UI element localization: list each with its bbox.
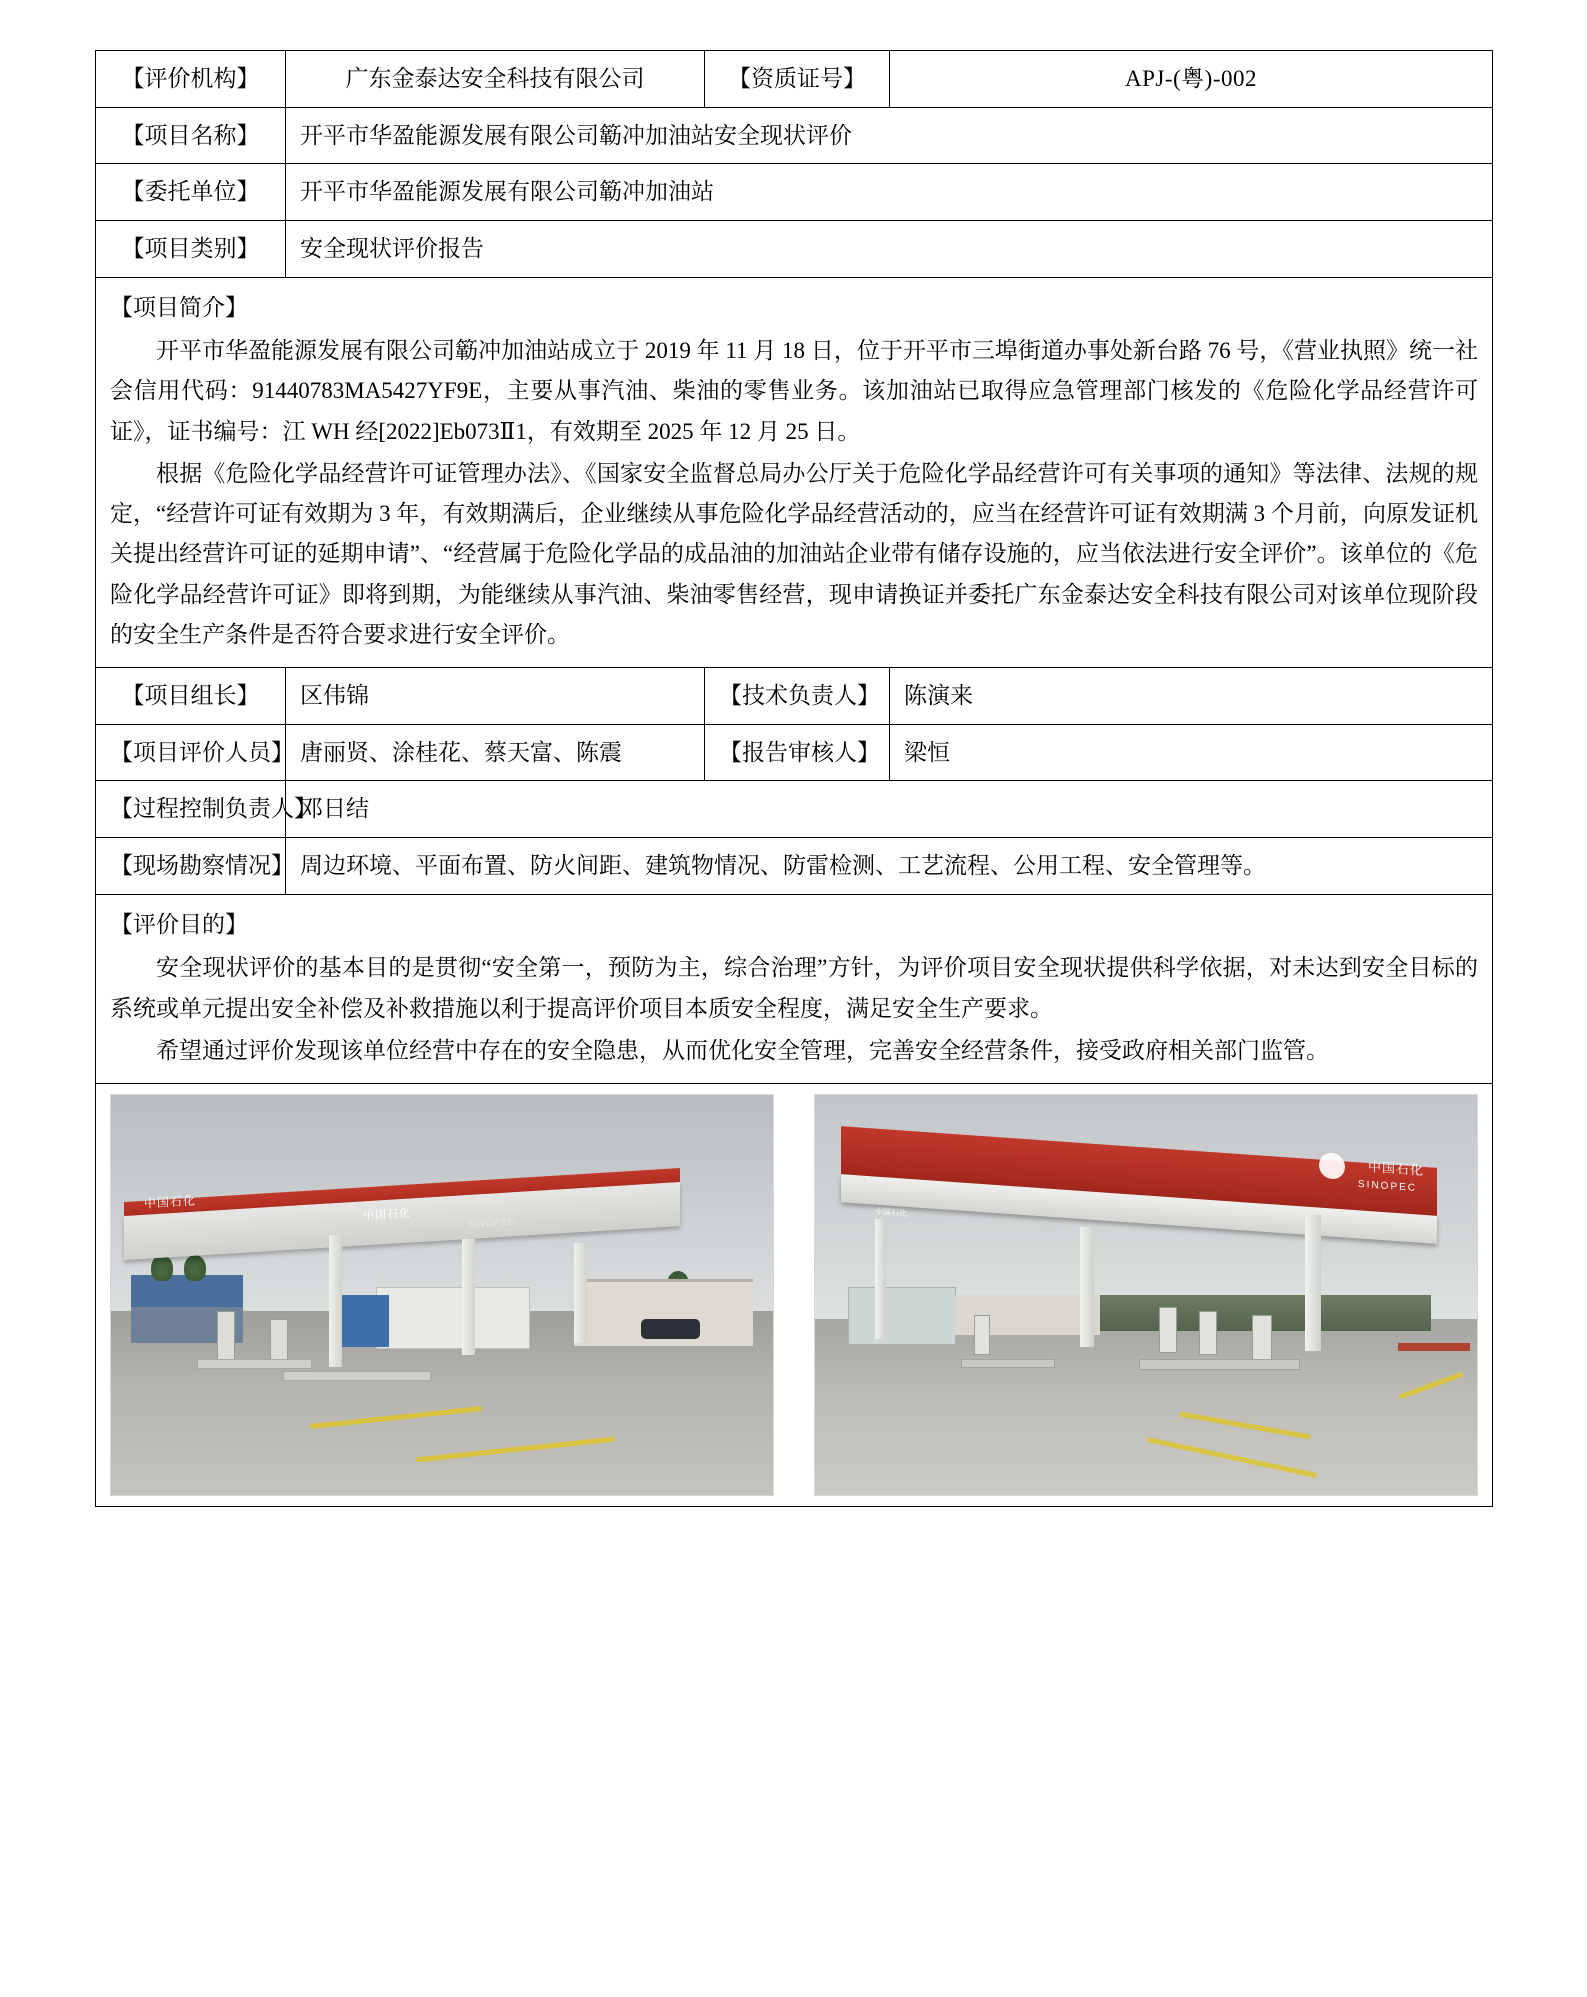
table-row-category <box>96 220 1493 277</box>
photo1-tree <box>151 1255 173 1281</box>
photo1-truck-body <box>376 1287 530 1349</box>
table-row-members <box>96 724 1493 781</box>
photo2-pump-island <box>961 1359 1056 1368</box>
purpose-label: 【评价目的】 <box>110 911 248 937</box>
photo2-brand-en-icon: SINOPEC <box>1358 1179 1418 1195</box>
category-value: 安全现状评价报告 <box>286 220 1493 277</box>
cert-label: 【资质证号】 <box>705 51 890 108</box>
purpose-cell <box>96 894 1493 1083</box>
photo1-tree <box>184 1255 206 1281</box>
table-row-purpose <box>96 894 1493 1083</box>
photo2-red-kerb <box>1398 1343 1471 1351</box>
photo2-canopy-column <box>1305 1215 1321 1351</box>
survey-label: 【现场勘察情况】 <box>96 838 286 895</box>
table-row-client <box>96 164 1493 221</box>
photo2-canopy-column <box>875 1219 886 1339</box>
reviewer-label: 【报告审核人】 <box>705 724 890 781</box>
project-name-value: 开平市华盈能源发展有限公司簕冲加油站安全现状评价 <box>286 107 1493 164</box>
leader-label: 【项目组长】 <box>96 668 286 725</box>
leader-value: 区伟锦 <box>286 668 705 725</box>
process-value: 邓日结 <box>286 781 1493 838</box>
photo1-parked-car <box>641 1319 701 1339</box>
photo2-fuel-dispenser <box>974 1315 990 1355</box>
process-label: 【过程控制负责人】 <box>96 781 286 838</box>
photo2-fuel-dispenser <box>1252 1315 1272 1361</box>
photos-cell <box>96 1084 1493 1507</box>
site-photo-1 <box>110 1094 774 1496</box>
photo2-brand-cn-icon: 中国石化 <box>1368 1159 1425 1179</box>
client-label: 【委托单位】 <box>96 164 286 221</box>
photo1-pump-island <box>283 1371 431 1381</box>
tech-value: 陈演来 <box>890 668 1493 725</box>
photo2-service-building <box>848 1287 956 1345</box>
purpose-paragraph-1: 安全现状评价的基本目的是贯彻“安全第一，预防为主，综合治理”方针，为评价项目安全现状提供科学依据，对未达到安全目标的系统或单元提出安全补偿及补救措施以利于提高评价项目本质安全程度，满足安全生产要求。 <box>110 955 1478 1021</box>
tech-label: 【技术负责人】 <box>705 668 890 725</box>
photo2-brand-small-icon: 中国石化 <box>874 1207 907 1219</box>
photo2-fuel-dispenser <box>1199 1311 1217 1355</box>
table-row-survey <box>96 838 1493 895</box>
category-label: 【项目类别】 <box>96 220 286 277</box>
intro-paragraph-1: 开平市华盈能源发展有限公司簕冲加油站成立于 2019 年 11 月 18 日，位于开平市三埠街道办事处新台路 76 号，《营业执照》统一社会信用代码：91440783MA5427YF9E，主要从事汽油、柴油的零售业务。该加油站已取得应急管理部门核发的《危险化学品经营许可证》，证书编号：江 WH 经[2022]Eb073Ⅱ1，有效期至 2025 年 12 月 25 日。 <box>110 338 1478 444</box>
photo2-fuel-dispenser <box>1159 1307 1177 1353</box>
table-row-photos <box>96 1084 1493 1507</box>
photo1-canopy-column <box>462 1239 475 1355</box>
table-row-process <box>96 781 1493 838</box>
photo1-brand-cn2-icon: 中国石化 <box>362 1207 411 1223</box>
table-row-project-name <box>96 107 1493 164</box>
table-row-intro <box>96 277 1493 668</box>
photo1-fuel-dispenser <box>217 1311 235 1361</box>
client-value: 开平市华盈能源发展有限公司簕冲加油站 <box>286 164 1493 221</box>
table-row-leader <box>96 668 1493 725</box>
members-value: 唐丽贤、涂桂花、蔡天富、陈震 <box>286 724 705 781</box>
members-label: 【项目评价人员】 <box>96 724 286 781</box>
reviewer-value: 梁恒 <box>890 724 1493 781</box>
table-row-agency <box>96 51 1493 108</box>
photo1-truck-cab <box>336 1295 389 1347</box>
agency-label: 【评价机构】 <box>96 51 286 108</box>
project-name-label: 【项目名称】 <box>96 107 286 164</box>
photo1-brand-en-icon: SINOPEC <box>468 1216 516 1230</box>
photo1-canopy-column <box>329 1235 342 1367</box>
cert-value: APJ-(粤)-002 <box>890 51 1493 108</box>
photo2-ground <box>815 1319 1477 1495</box>
survey-value: 周边环境、平面布置、防火间距、建筑物情况、防雷检测、工艺流程、公用工程、安全管理等。 <box>286 838 1493 895</box>
intro-cell <box>96 277 1493 668</box>
site-photo-2 <box>814 1094 1478 1496</box>
photo1-brand-cn-icon: 中国石化 <box>144 1193 197 1211</box>
photo2-pump-island <box>1139 1359 1300 1370</box>
intro-label: 【项目简介】 <box>110 294 248 320</box>
photo1-pump-island <box>197 1359 312 1369</box>
photo2-canopy-column <box>1080 1227 1094 1347</box>
evaluation-info-table <box>95 50 1493 1507</box>
purpose-paragraph-2: 希望通过评价发现该单位经营中存在的安全隐患，从而优化安全管理，完善安全经营条件，接受政府相关部门监管。 <box>156 1037 1329 1063</box>
photo-row <box>110 1094 1478 1496</box>
agency-value: 广东金泰达安全科技有限公司 <box>286 51 705 108</box>
photo1-canopy-column <box>574 1243 587 1343</box>
intro-paragraph-2: 根据《危险化学品经营许可证管理办法》、《国家安全监督总局办公厅关于危险化学品经营许可有关事项的通知》等法律、法规的规定，“经营许可证有效期为 3 年，有效期满后，企业继续从事危险化学品经营活动的，应当在经营许可证有效期满 3 个月前，向原发证机关提出经营许可证的延期申请”、“经营属于危险化学品的成品油的加油站企业带有储存设施的，应当依法进行安全评价”。该单位的《危险化学品经营许可证》即将到期，为能继续从事汽油、柴油零售经营，现申请换证并委托广东金泰达安全科技有限公司对该单位现阶段的安全生产条件是否符合要求进行安全评价。 <box>110 460 1478 647</box>
